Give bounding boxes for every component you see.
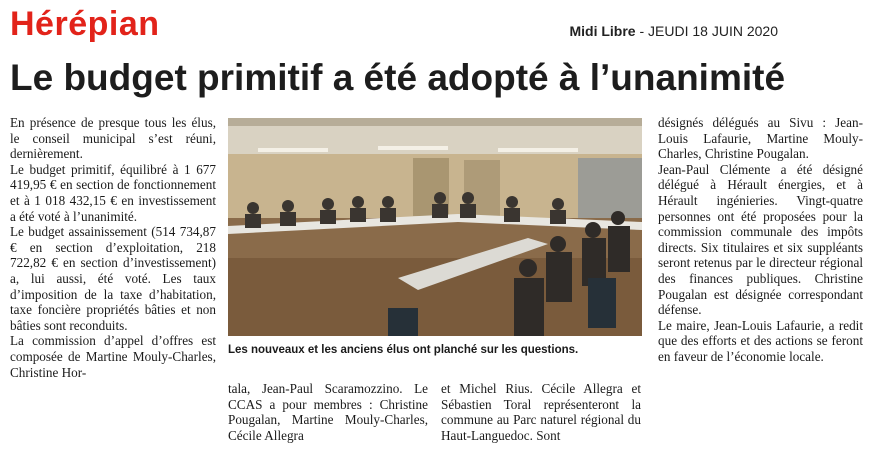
source-line bbox=[569, 22, 778, 40]
paragraph: En présence de presque tous les élus, le conseil municipal s’est réuni, dernièrement. bbox=[10, 115, 216, 162]
paragraph: Le maire, Jean-Louis Lafaurie, a redit que des efforts et des actions se feront en faveur de l’économie locale. bbox=[658, 317, 863, 364]
article-column-3 bbox=[441, 381, 641, 443]
photo-caption: Les nouveaux et les anciens élus ont planché sur les questions. bbox=[228, 344, 579, 356]
meeting-photo bbox=[228, 118, 642, 336]
source-separator: - bbox=[635, 23, 649, 39]
paragraph: Jean-Paul Clémente a été désigné délégué à Hérault énergies, et à Hérault ingénieries. Vingt-quatre personnes ont été proposées pour la commission communale des impôts directs. Six titulaires et six suppléants seront retenus par le directeur régional des finances publiques. Christine Pougalan est désignée correspondant défense. bbox=[658, 161, 863, 318]
paragraph: Le budget primitif, équilibré à 1 677 419,95 € en section de fonctionnement et à 1 018 432,15 € en investissement a été voté à l’unanimité. bbox=[10, 161, 216, 224]
paragraph: Le budget assainissement (514 734,87 € en section d’exploitation, 218 722,82 € en section d’investissement) a, lui aussi, été voté. Les taux d’imposition de la taxe d’habitation, taxe foncière propriétés bâties et non bâties sont reconduits. bbox=[10, 224, 216, 333]
meeting-photo-illustration bbox=[228, 118, 642, 336]
publication-name: Midi Libre bbox=[569, 23, 636, 39]
town-name: Hérépian bbox=[10, 5, 160, 43]
article-headline: Le budget primitif a été adopté à l’unanimité bbox=[10, 57, 786, 98]
paragraph: La commission d’appel d’offres est composée de Martine Mouly-Charles, Christine Hor- bbox=[10, 333, 216, 380]
article-column-4 bbox=[658, 115, 863, 365]
publication-date: JEUDI 18 JUIN 2020 bbox=[648, 23, 778, 39]
paragraph: et Michel Rius. Cécile Allegra et Sébastien Toral représenteront la commune au Parc naturel régional du Haut-Languedoc. Sont bbox=[441, 381, 641, 443]
article-column-2 bbox=[228, 381, 428, 443]
article-column-1 bbox=[10, 115, 216, 380]
paragraph: désignés délégués au Sivu : Jean-Louis Lafaurie, Martine Mouly-Charles, Christine Pougalan. bbox=[658, 115, 863, 162]
paragraph: tala, Jean-Paul Scaramozzino. Le CCAS a pour membres : Christine Pougalan, Martine Mouly-Charles, Cécile Allegra bbox=[228, 381, 428, 443]
